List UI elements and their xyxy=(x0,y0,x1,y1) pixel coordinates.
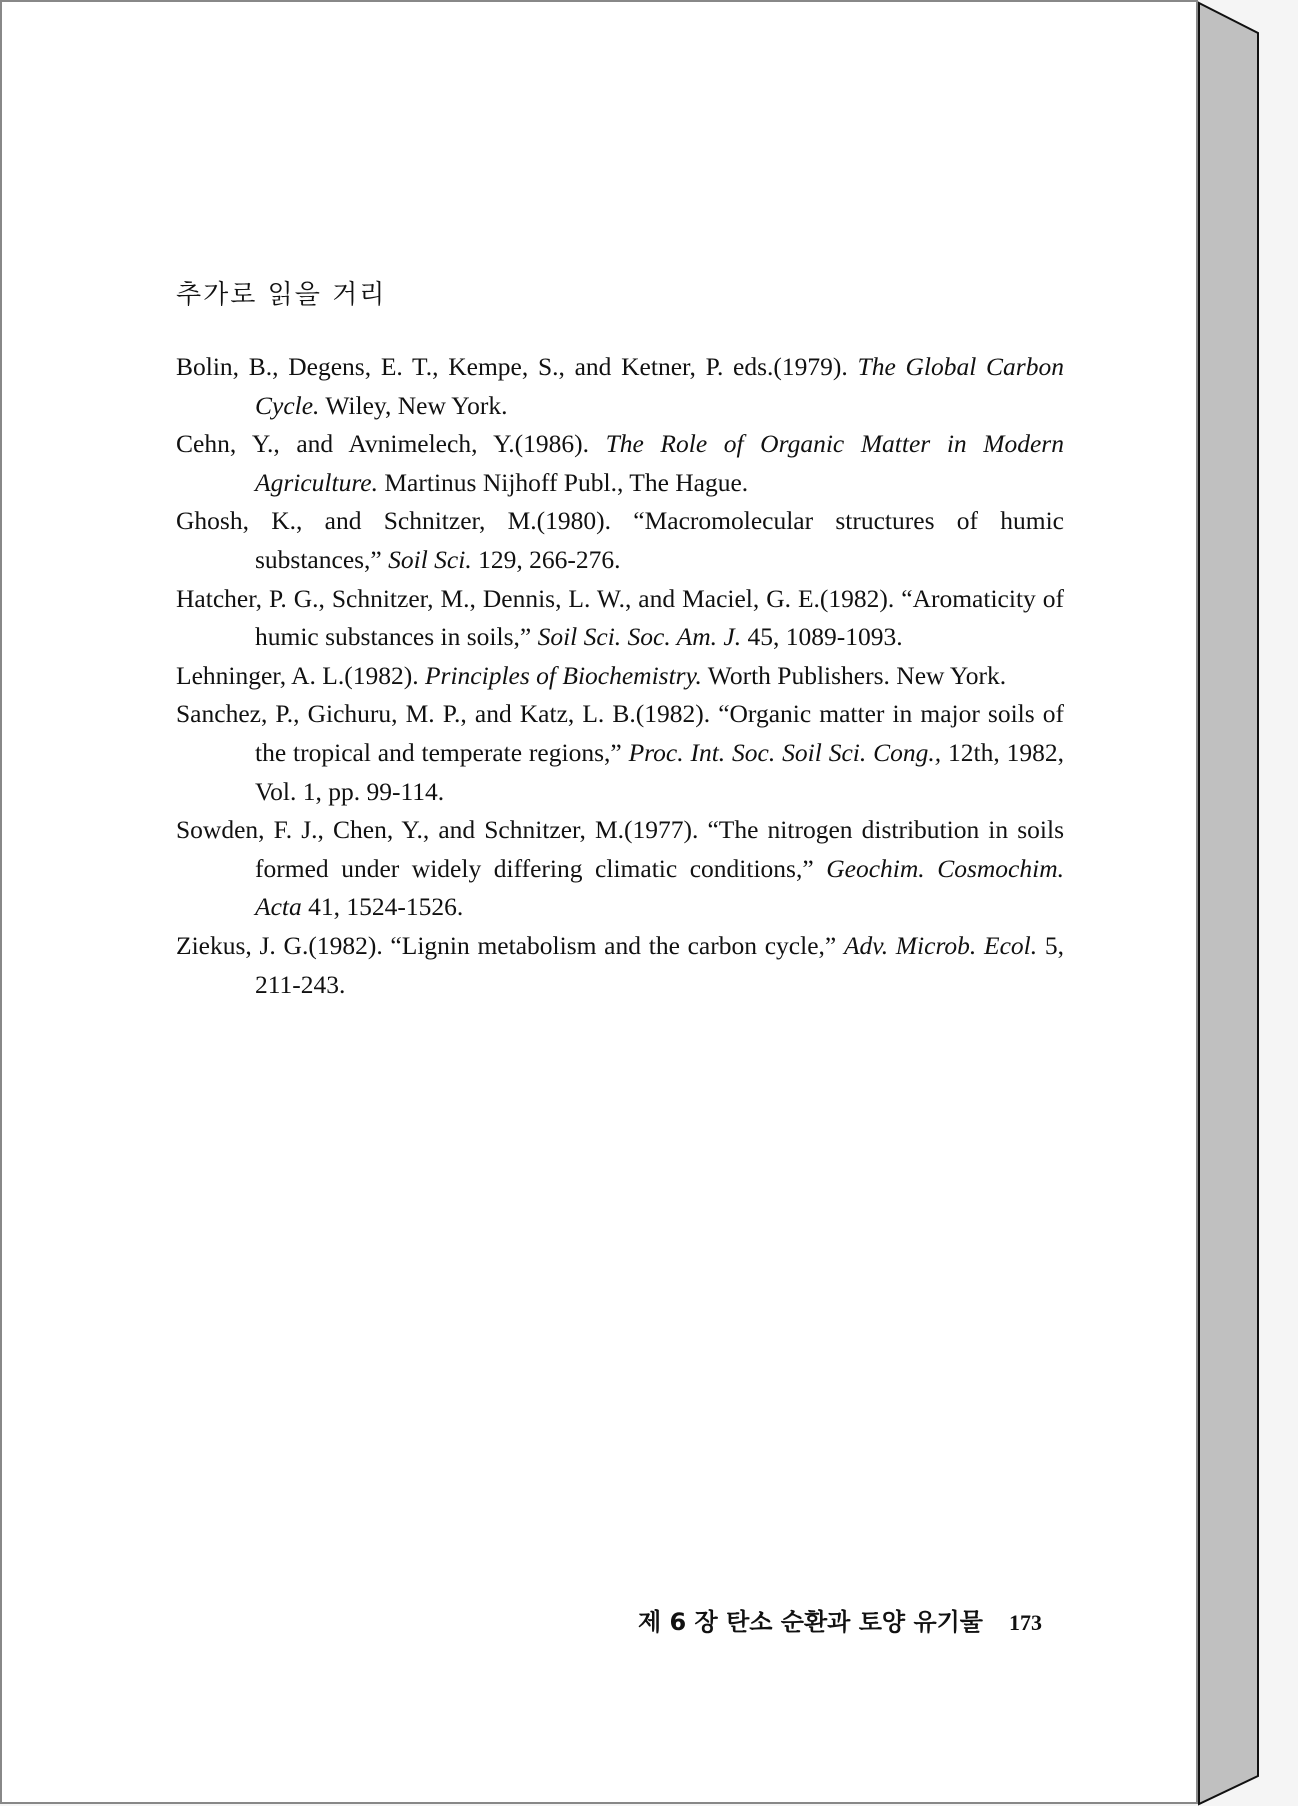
ref-title: Adv. Microb. Ecol. xyxy=(843,930,1038,960)
ref-title: Soil Sci. xyxy=(388,544,472,574)
ref-source: 45, 1089-1093. xyxy=(741,622,903,652)
ref-source: Wiley, New York. xyxy=(319,390,508,420)
ref-authors: Ziekus, J. G.(1982). “Lignin metabolism and the carbon cycle,” xyxy=(176,930,844,960)
ref-authors: Sowden, F. J., Chen, Y., and Schnitzer, M.(1977). “The nitrogen distribution in soils formed under widely differing climatic conditions,” xyxy=(176,815,1064,883)
ref-source: Martinus Nijhoff Publ., The Hague. xyxy=(378,467,749,497)
ref-title: The Global Carbon Cycle. xyxy=(255,352,1064,420)
ref-title: Soil Sci. Soc. Am. J. xyxy=(537,622,742,652)
ref-authors: Bolin, B., Degens, E. T., Kempe, S., and Ketner, P. eds.(1979). xyxy=(176,352,858,381)
ref-authors: Ghosh, K., and Schnitzer, M.(1980). “Macromolecular structures of humic substances,” xyxy=(176,506,1064,574)
ref-source: 12th, 1982, Vol. 1, pp. 99-114. xyxy=(255,737,1064,806)
section-heading: 추가로 읽을 거리 xyxy=(176,280,387,310)
ref-source: 5, 211-243. xyxy=(255,930,1065,999)
ref-title: The Role of Organic Matter in Modern Agriculture. xyxy=(255,429,1064,497)
ref-authors: Sanchez, P., Gichuru, M. P., and Katz, L. B.(1982). “Organic matter in major soils of the tropical and temperate regions,” xyxy=(176,699,1064,767)
ref-title: Proc. Int. Soc. Soil Sci. Cong., xyxy=(628,737,942,767)
ref-source: 129, 266-276. xyxy=(471,544,621,574)
running-footer-chapter: 제 6 장 탄소 순환과 토양 유기물 xyxy=(637,1608,983,1636)
ref-source: 41, 1524-1526. xyxy=(301,892,464,922)
ref-authors: Lehninger, A. L.(1982). xyxy=(176,660,425,690)
ref-title: Geochim. Cosmochim. Acta xyxy=(255,853,1065,922)
ref-title: Principles of Biochemistry. xyxy=(424,660,702,690)
ref-authors: Hatcher, P. G., Schnitzer, M., Dennis, L. W., and Maciel, G. E.(1982). “Aromaticity of humic substances in soils,” xyxy=(176,583,1064,652)
ref-authors: Cehn, Y., and Avnimelech, Y.(1986). xyxy=(176,429,606,459)
ref-source: Worth Publishers. New York. xyxy=(701,660,1007,690)
page-number: 173 xyxy=(1009,1610,1042,1635)
